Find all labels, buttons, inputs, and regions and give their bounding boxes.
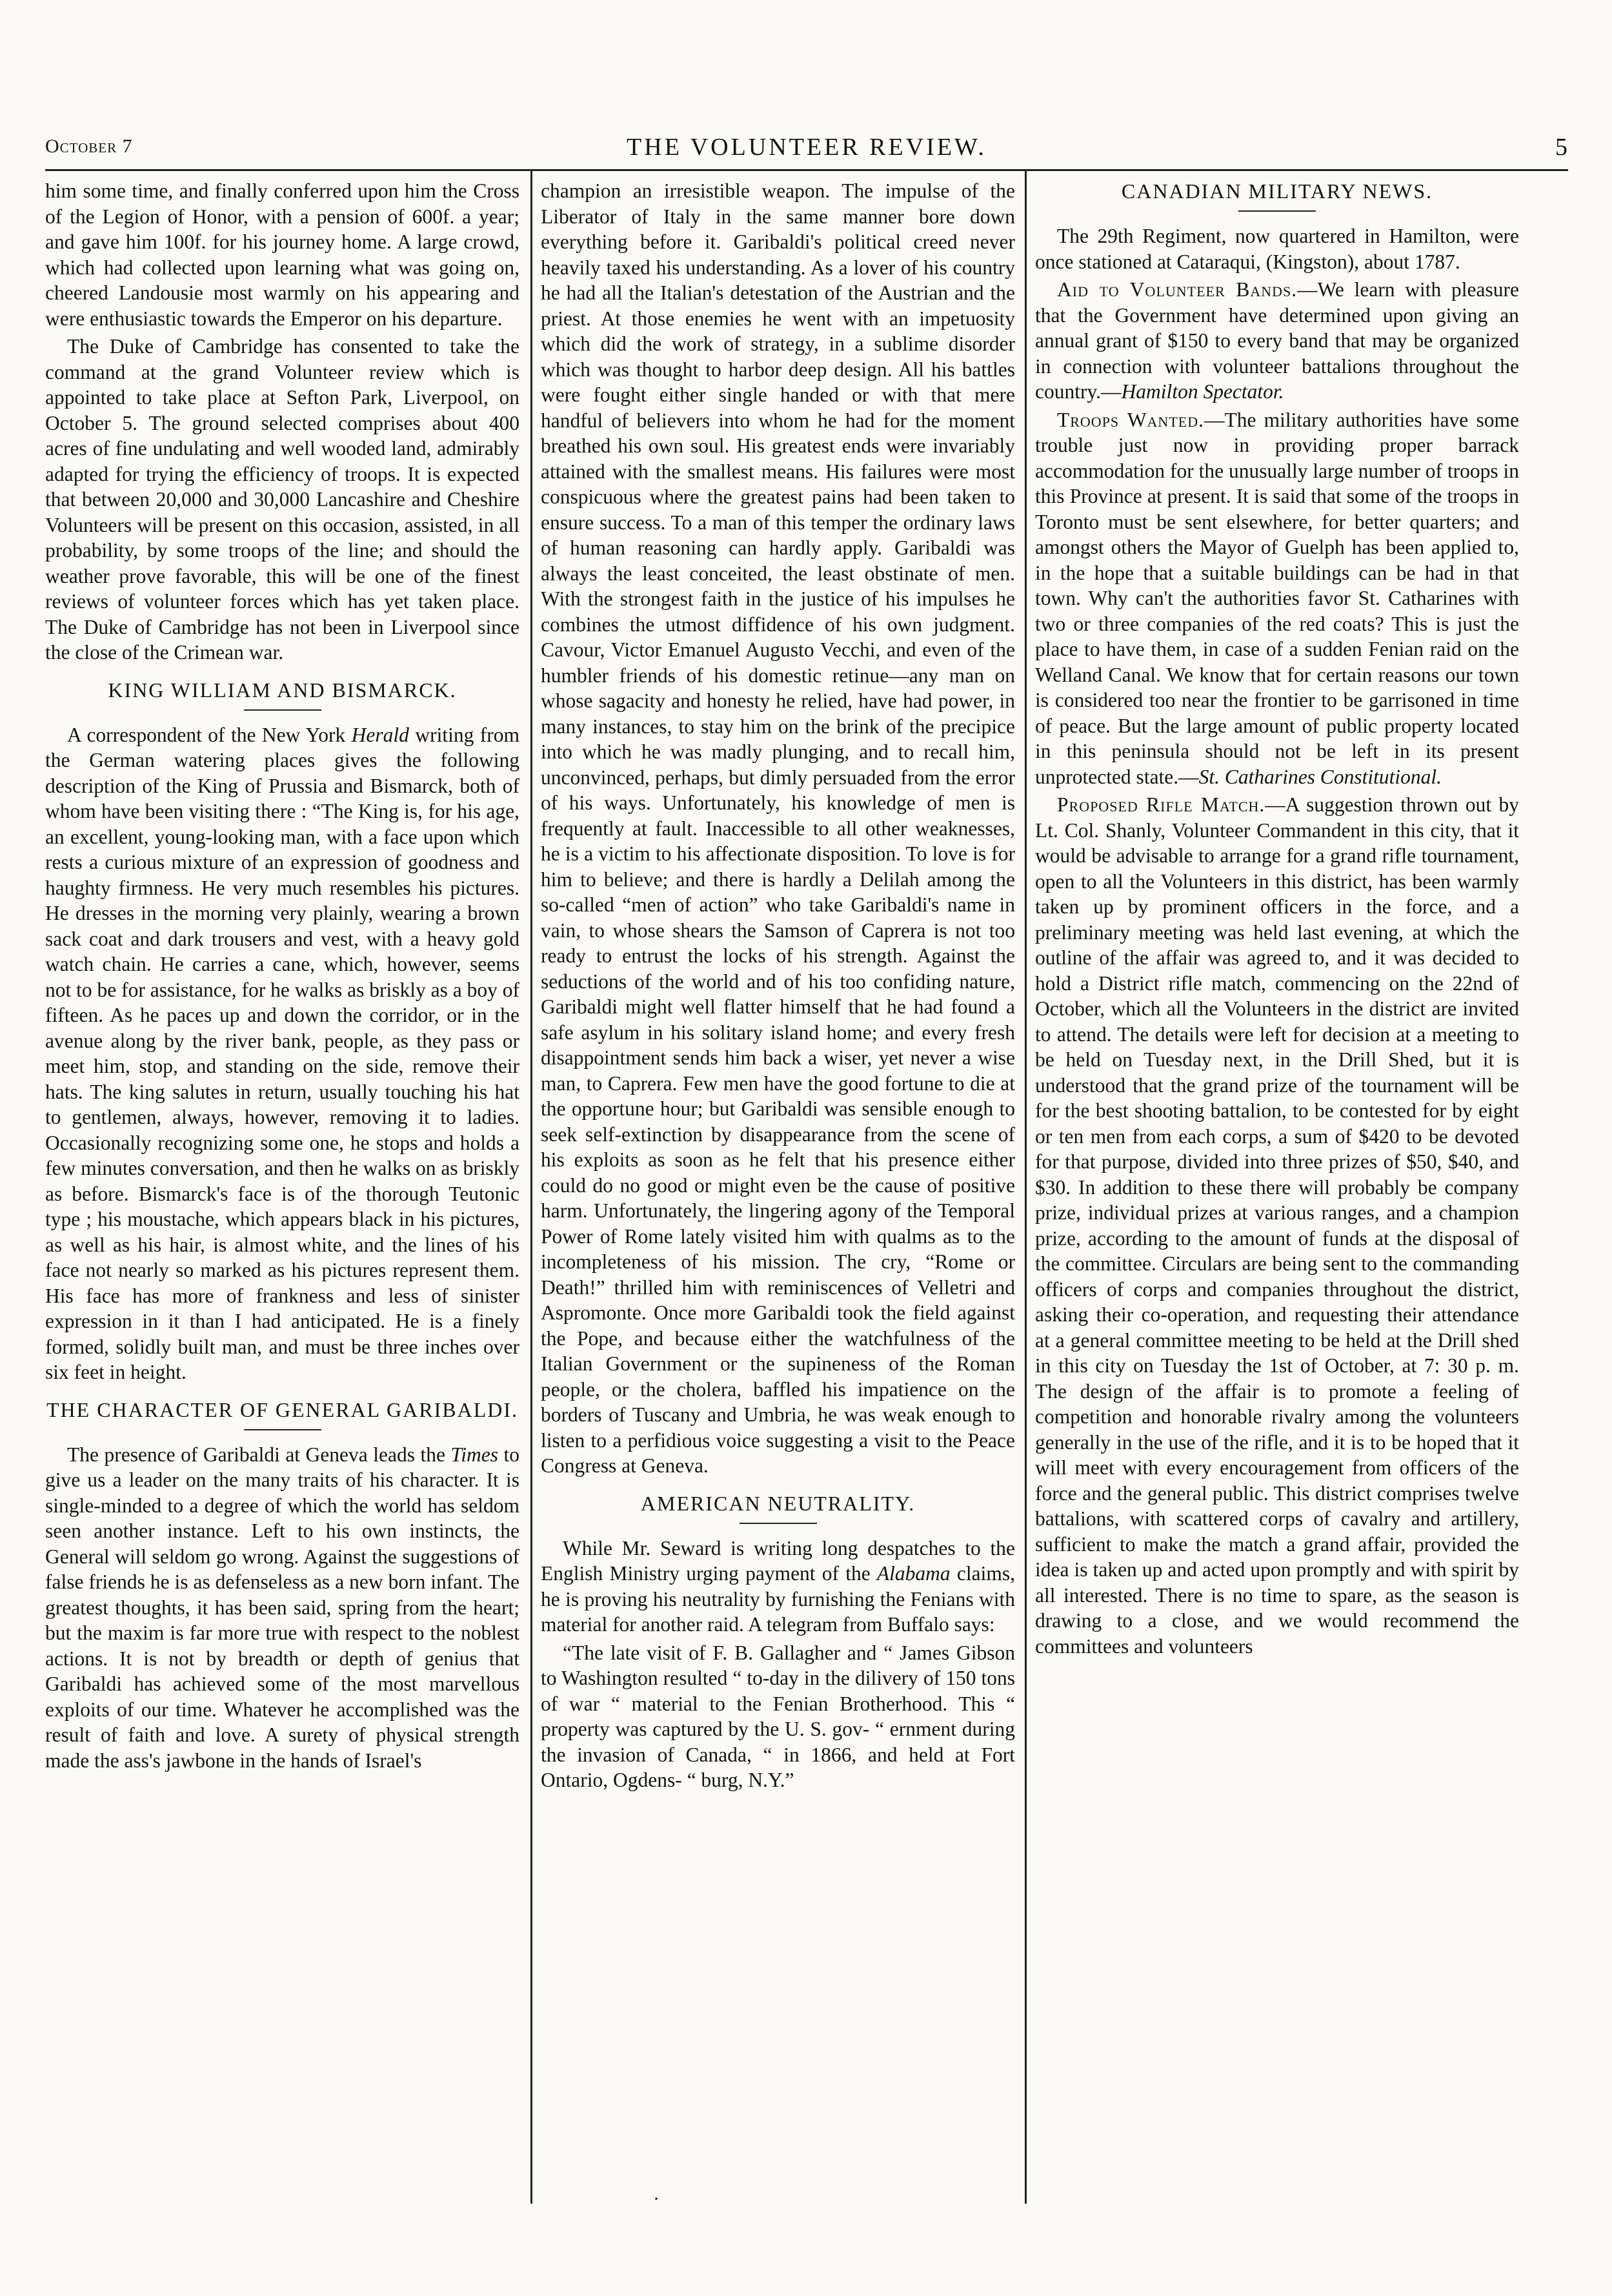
print-mark: · (653, 2188, 660, 2210)
paragraph-landousie: him some time, and finally conferred upon him the Cross of the Legion of Honor, with a pension of 600f. a year; and gave him 100f. for his journey home. A large crowd, which had collected upon learning what was going on, cheered Landousie most warmly on his appearing and were enthusiastic towards the Emperor on his departure. (45, 179, 519, 330)
paragraph-king-and-bismarck: A correspondent of the New York Herald writing from the German watering places gives the following description of the King of Prussia and Bismarck, both of whom have been visiting there : “The King is, for his age, an excellent, young-looking man, with a face upon which rests a curious mixture of an expression of goodness and haughty firmness. He very much resembles his pictures. He dresses in the morning very plainly, wearing a brown sack coat and dark trousers and vest, with a heavy gold watch chain. He carries a cane, which, however, seems not to be for assistance, for he walks as briskly as a boy of fifteen. As he paces up and down the corridor, or in the avenue along by the river bank, people, as they pass or meet him, stop, and standing on the side, remove their hats. The king salutes in return, usually touching his hat to gentlemen, always, however, removing it to ladies. Occasionally recognizing some one, he stops and holds a few minutes conversation, and then he walks on as briskly as before. Bismarck's face is of the thorough Teutonic type ; his moustache, which appears black in his pictures, as well as his hair, is almost white, and the lines of his face not nearly so marked as his pictures represent them. His face has more of frankness and less of sinister expression in it than I had anticipated. He is a finely formed, solidly built man, and must be three inches over six feet in height. (45, 723, 519, 1383)
page-number: 5 (1555, 134, 1568, 161)
divider (244, 1429, 321, 1430)
newspaper-title: THE VOLUNTEER REVIEW. (627, 134, 987, 161)
heading-character-garibaldi: THE CHARACTER OF GENERAL GARIBALDI. (46, 1397, 518, 1421)
paragraph-seward: While Mr. Seward is writing long despatches to the English Ministry urging payment of the Alabama claims, he is proving his neutrality by furnishing the Fenians with material for another raid. A telegram from Buffalo says: (541, 1536, 1015, 1636)
heading-king-william-bismarck: KING WILLIAM AND BISMARCK. (108, 678, 457, 702)
divider (244, 709, 321, 711)
paragraph-rifle-match: Proposed Rifle Match.—A suggestion thrown out by Lt. Col. Shanly, Volunteer Commandent in this city, that it would be advisable to arrange for a grand rifle tournament, open to all the Volunteers in this district, has been warmly taken up by prominent officers in the force, and a preliminary meeting was held last evening, at which the outline of the affair was agreed to, and it was decided to hold a District rifle match, commencing on the 22nd of October, which all the Volunteers in the district are invited to attend. The details were left for decision at a meeting to be held on Tuesday next, in the Drill Shed, but it is understood that the grand prize of the tournament will be for the best shooting battalion, to be contested for by eight or ten men from each corps, a sum of $420 to be devoted for that purpose, divided into three prizes of $50, $40, and $30. In addition to these there will probably be company prize, individual prizes at various ranges, and a champion prize, according to the amount of funds at the disposal of the committee. Circulars are being sent to the commanding officers of corps and companies throughout the district, asking their co-operation, and requesting their attendance at a general committee meeting to be held at the Drill shed in this city on Tuesday the 1st of October, at 7: 30 p. m. The design of the affair is to promote a feeling of competition and honorable rivalry among the volunteers generally in the use of the rifle, and it is to be hoped that it will meet with every encouragement from officers of the force and the general public. This district comprises twelve battalions, with scattered corps of cavalry and artillery, sufficient to make the match a grand affair, provided the idea is taken up and acted upon promptly and with spirit by all interested. There is no time to spare, as the season is drawing to a close, and we would recommend the committees and volunteers (1035, 793, 1519, 1658)
paragraph-telegram-quote: “The late visit of F. B. Gallagher and “ James Gibson to Washington resulted “ to-day in the dilivery of 150 tons of war “ material to the Fenian Brotherhood. This “ property was captured by the U. S. gov- “ ernment during the invasion of Canada, “ in 1866, and held at Fort Ontario, Ogdens- “ burg, N.Y.” (541, 1641, 1015, 1791)
heading-american-neutrality: AMERICAN NEUTRALITY. (640, 1491, 916, 1515)
column-2 (541, 178, 1015, 2205)
paragraph-garibaldi-geneva: The presence of Garibaldi at Geneva leads the Times to give us a leader on the many traits of his character. It is single-minded to a degree of which the world has seldom seen another instance. Left to his own instincts, the General will seldom go wrong. Against the suggestions of false friends he is as defenseless as a new born infant. The greatest thoughts, it has been said, spring from the heart; but the maxim is far more true with respect to the noblest actions. It is not by breadth or depth of genius that Garibaldi has achieved some of the most marvellous exploits of our time. Whatever he accomplished was the result of faith and love. A surety of physical strength made the ass's jawbone in the hands of Israel's (45, 1443, 519, 1772)
paragraph-garibaldi-continued: champion an irresistible weapon. The impulse of the Liberator of Italy in the same manner bore down everything before it. Garibaldi's political creed never heavily taxed his understanding. As a lover of his country he had all the Italian's detestation of the Austrian and the priest. At those enemies he went with an impetuosity which did the work of strategy, in a sublime disorder which was thought to harbor deep design. All his battles were fought either single handed or with that mere handful of believers into whom he had for the moment breathed his own soul. His greatest ends were invariably attained with the smallest means. His failures were most conspicuous where the greatest pains had been taken to ensure success. To a man of this temper the ordinary laws of human reasoning can hardly apply. Garibaldi was always the least conceited, the least obstinate of men. With the strongest faith in the justice of his impulses he combines the utmost diffidence of his own judgment. Cavour, Victor Emanuel Augusto Vecchi, and even of the humbler friends of his domestic retinue—any man on whose sagacity and honesty he relied, have had power, in many instances, to stay him on the brink of the precipice into which he was madly plunging, and to recall him, unconvinced, perhaps, but dimly persuaded from the error of his ways. Unfortunately, his knowledge of men is frequently at fault. Inaccessible to all other weaknesses, he is a victim to his affectionate disposition. To love is for him to believe; and there is hardly a Delilah among the so-called “men of action” who take Garibaldi's name in vain, to whose shears the Samson of Caprera is not too ready to entrust the locks of his strength. Against the seductions of the world and of his too confiding nature, Garibaldi might well flatter himself that he had found a safe asylum in his solitary island home; and every fresh disappointment sends him back a wiser, yet never a wise man, to Caprera. Few men have the good fortune to die at the opportune hour; but Garibaldi was sensible enough to seek self-extinction by disappearance from the scene of his exploits as soon as he felt that his presence either could do no good or might even be the cause of positive harm. Unfortunately, the lingering agony of the Temporal Power of Rome lately visited him with qualms as to the incompleteness of his mission. The cry, “Rome or Death!” thrilled him with reminiscences of Velletri and Aspromonte. Once more Garibaldi took the field against the Pope, and because either the watchfulness of the Italian Government or the supineness of the Roman people, or the cholera, baffled his impatience on the borders of Tuscany and Umbria, he was weak enough to listen to a perfidious voice suggesting a visit to the Peace Congress at Geneva. (541, 179, 1015, 1477)
paragraph-volunteer-bands: Aid to Volunteer Bands.—We learn with pleasure that the Government have determined upon giving an annual grant of $150 to every band that may be organized in connection with volunteer battalions throughout the country.—Hamilton Spectator. (1035, 278, 1519, 403)
page-header (45, 129, 1568, 168)
column-3 (1035, 178, 1519, 2205)
column-1 (45, 178, 519, 2205)
paragraph-duke-of-cambridge: The Duke of Cambridge has consented to take the command at the grand Volunteer review which is appointed to take place at Sefton Park, Liverpool, on October 5. The ground selected comprises about 400 acres of fine undulating and well wooded land, admirably adapted for trying the efficiency of troops. It is expected that between 20,000 and 30,000 Lancashire and Cheshire Volunteers will be present on this occasion, assisted, in all probability, by some troops of the line; and should the weather prove favorable, this will be one of the finest reviews of volunteer forces which has yet taken place. The Duke of Cambridge has not been in Liverpool since the close of the Crimean war. (45, 335, 519, 664)
paragraph-29th-regiment: The 29th Regiment, now quartered in Hamilton, were once stationed at Cataraqui, (Kingston), about 1787. (1035, 225, 1519, 273)
column-rule (530, 170, 532, 2204)
divider (740, 1523, 817, 1524)
issue-date: October 7 (45, 136, 133, 157)
paragraph-troops-wanted: Troops Wanted.—The military authorities have some trouble just now in providing proper barrack accommodation for the unusually large number of troops in this Province at present. It is said that some of the troops in Toronto must be sent elsewhere, for better quarters; and amongst others the Mayor of Guelph has been applied to, in the hope that a suitable buildings can be had in that town. Why can't the authorities favor St. Catharines with two or three companies of the red coats? This is just the place to have them, in case of a sudden Fenian raid on the Welland Canal. We know that for certain reasons our town is considered too near the frontier to be garrisoned in time of peace. But the large amount of public property located in this peninsula should not be left in its present unprotected state.—St. Catharines Constitutional. (1035, 408, 1519, 788)
divider (1238, 210, 1316, 212)
heading-canadian-military-news: CANADIAN MILITARY NEWS. (1121, 179, 1433, 203)
header-rule (45, 169, 1568, 171)
column-rule (1025, 170, 1027, 2204)
